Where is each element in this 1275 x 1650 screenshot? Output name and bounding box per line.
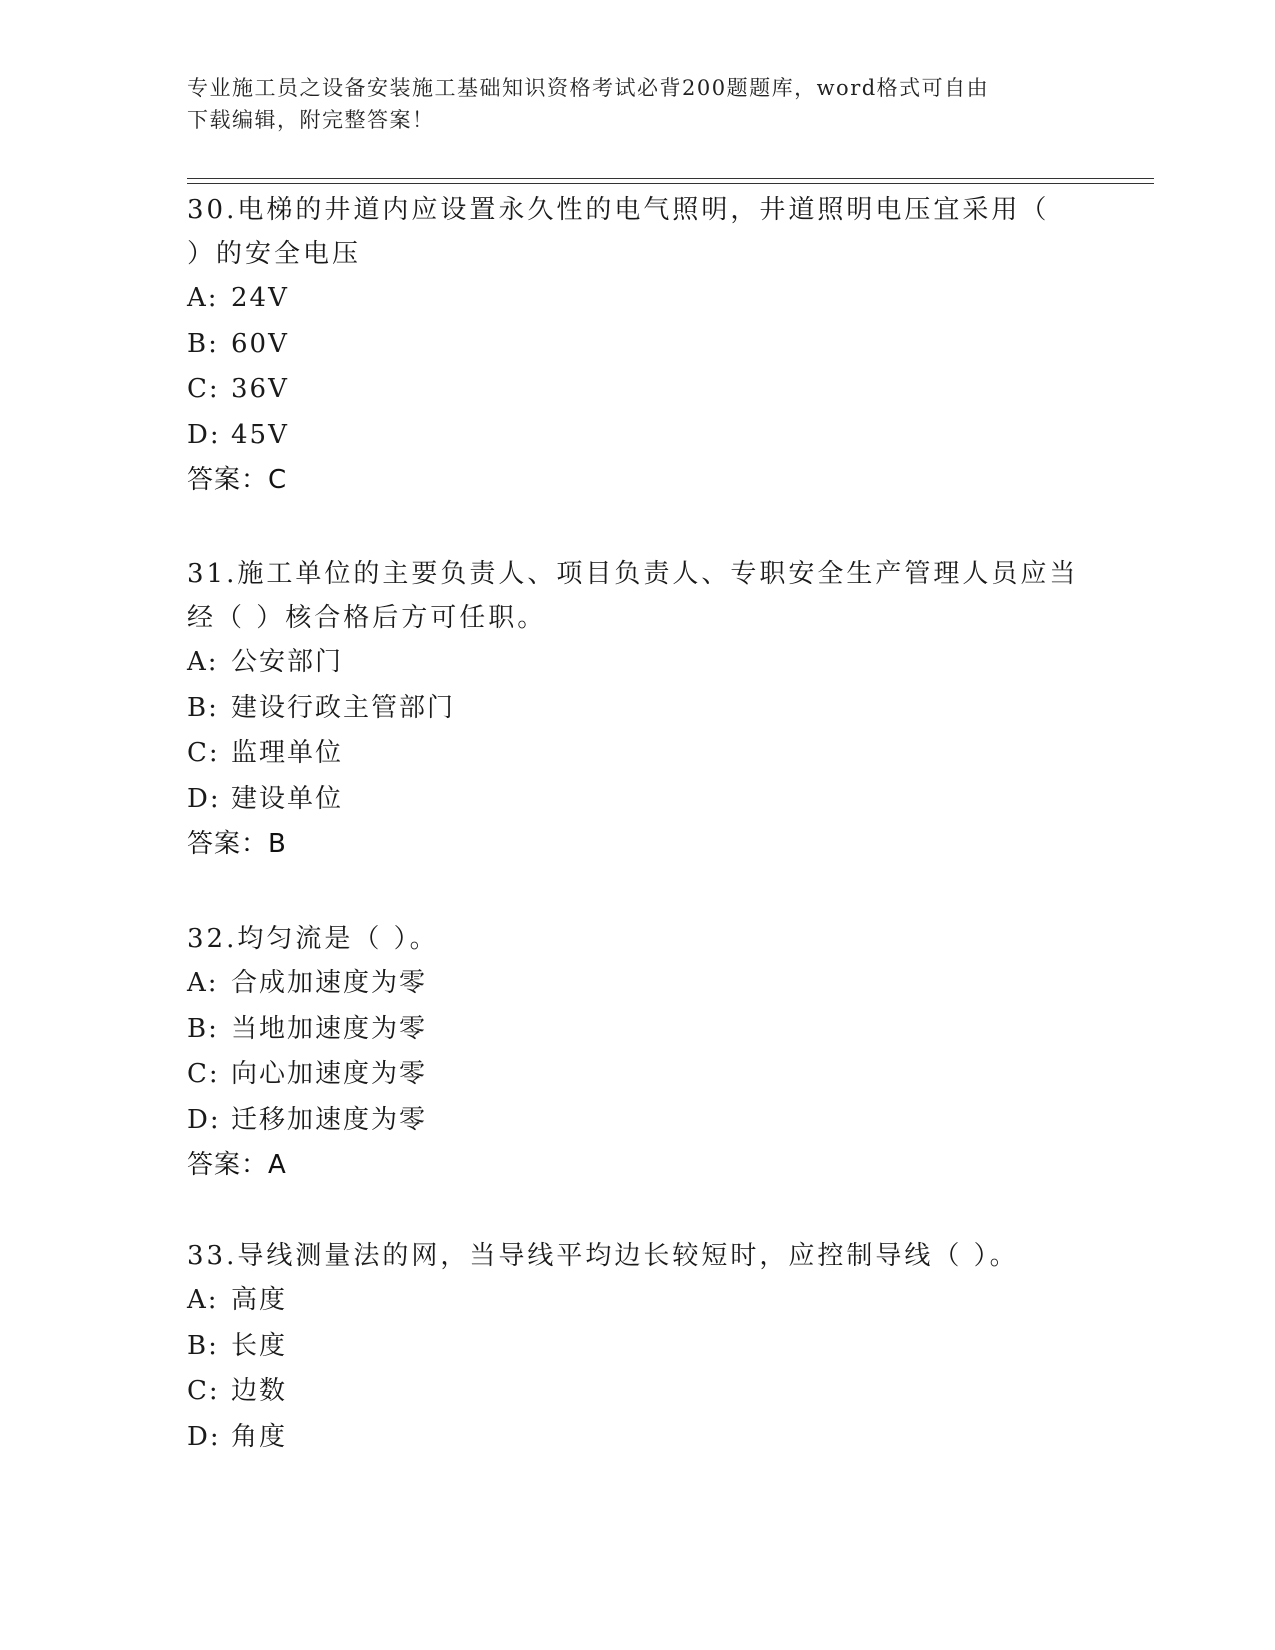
option-b (187, 322, 1087, 368)
question-text-line: 33.导线测量法的网，当导线平均边长较短时，应控制导线（ ）。 (187, 1241, 1019, 1271)
option-key: B: (187, 1330, 219, 1361)
question-text (187, 188, 1087, 276)
option-c (187, 1369, 1087, 1415)
question-32 (187, 917, 1087, 1187)
option-text: 边数 (231, 1376, 288, 1406)
document-header (187, 72, 1067, 136)
option-text: 24V (231, 283, 289, 313)
question-text-line: ）的安全电压 (187, 239, 362, 269)
option-key: D: (187, 419, 221, 450)
option-text: 长度 (231, 1330, 288, 1361)
option-key: C: (187, 374, 220, 404)
question-30 (187, 188, 1087, 502)
option-key: B: (187, 328, 219, 359)
option-a (187, 640, 1087, 686)
answer-line: 答案：A (187, 1150, 287, 1180)
question-text-line: 31.施工单位的主要负责人、项目负责人、专职安全生产管理人员应当 (187, 559, 1079, 589)
question-31 (187, 552, 1087, 866)
option-c (187, 1052, 1087, 1098)
question-text (187, 552, 1087, 640)
question-text (187, 917, 1087, 961)
question-33 (187, 1234, 1087, 1460)
option-a (187, 276, 1087, 322)
option-text: 监理单位 (231, 738, 344, 768)
option-text: 建设单位 (231, 783, 344, 814)
option-c (187, 731, 1087, 777)
option-text: 60V (231, 328, 289, 359)
option-text: 45V (231, 419, 289, 450)
option-key: D: (187, 1421, 221, 1452)
option-d (187, 1415, 1087, 1461)
option-text: 高度 (231, 1285, 288, 1315)
option-text: 公安部门 (231, 647, 344, 677)
answer-line: 答案：C (187, 465, 288, 495)
option-d (187, 413, 1087, 459)
option-key: A: (187, 1285, 219, 1315)
option-b (187, 686, 1087, 732)
header-line-1: 专业施工员之设备安装施工基础知识资格考试必背200题题库，word格式可自由 (187, 76, 990, 100)
question-text-line: 30.电梯的井道内应设置永久性的电气照明，井道照明电压宜采用（ (187, 195, 1050, 225)
option-key: A: (187, 647, 219, 677)
option-text: 36V (231, 374, 289, 404)
option-a (187, 1278, 1087, 1324)
option-d (187, 1098, 1087, 1144)
question-text (187, 1234, 1087, 1278)
option-b (187, 1007, 1087, 1053)
answer-line: 答案：B (187, 829, 287, 859)
option-key: B: (187, 1013, 219, 1044)
option-key: C: (187, 738, 220, 768)
option-text: 合成加速度为零 (231, 968, 428, 998)
option-key: D: (187, 783, 221, 814)
question-text-line: 经（ ）核合格后方可任职。 (187, 603, 547, 633)
header-divider-bottom (187, 183, 1154, 184)
option-key: D: (187, 1104, 221, 1135)
option-text: 当地加速度为零 (231, 1013, 428, 1044)
option-text: 角度 (231, 1421, 288, 1452)
option-key: C: (187, 1376, 220, 1406)
option-key: C: (187, 1059, 220, 1089)
option-d (187, 777, 1087, 823)
header-line-2: 下载编辑，附完整答案！ (187, 108, 435, 132)
option-text: 建设行政主管部门 (231, 692, 456, 723)
question-text-line: 32.均匀流是（ ）。 (187, 924, 439, 954)
option-c (187, 367, 1087, 413)
option-a (187, 961, 1087, 1007)
option-key: A: (187, 283, 219, 313)
option-text: 迁移加速度为零 (231, 1104, 428, 1135)
header-divider-top (187, 178, 1154, 179)
option-key: B: (187, 692, 219, 723)
option-key: A: (187, 968, 219, 998)
option-text: 向心加速度为零 (231, 1059, 428, 1089)
option-b (187, 1324, 1087, 1370)
